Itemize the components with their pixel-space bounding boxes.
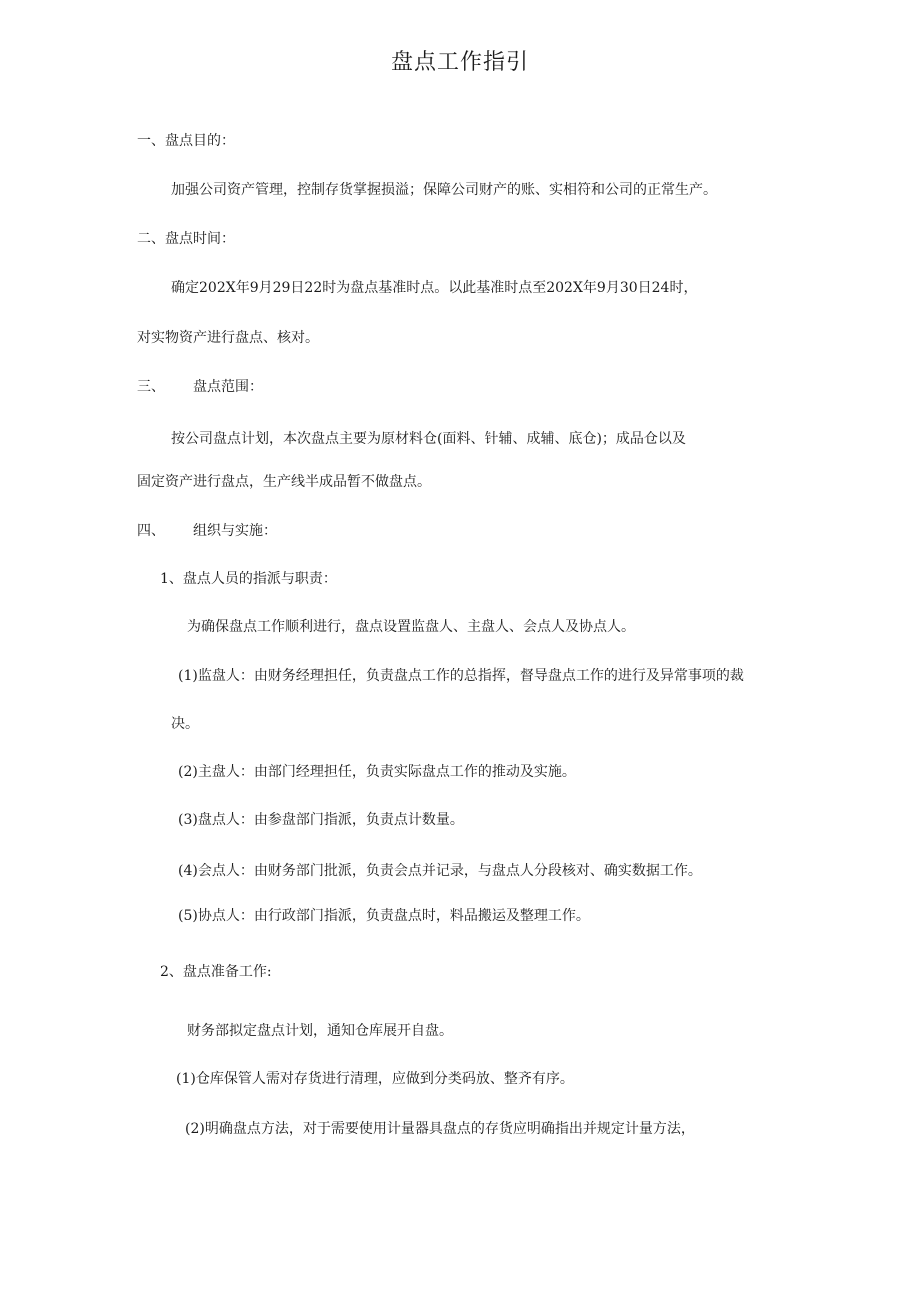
subsection-2-heading: 2、盘点准备工作: bbox=[160, 964, 272, 980]
subsection-1-heading: 1、盘点人员的指派与职责： bbox=[160, 571, 337, 587]
subsection-1-intro: 为确保盘点工作顺利进行，盘点设置监盘人、主盘人、会点人及协点人。 bbox=[187, 619, 635, 635]
list-item-lead: (2)主盘人：由部门经理担任，负责实际盘点工作的推动及实施。 bbox=[178, 764, 576, 780]
section-3-paragraph-line-1: 按公司盘点计划，本次盘点主要为原材料仓(面料、针辅、成辅、底仓)；成品仓以及 bbox=[171, 431, 686, 447]
section-4-heading: 组织与实施： bbox=[193, 523, 277, 539]
list-item-supervisor-line-2: 决。 bbox=[171, 716, 199, 732]
section-2-paragraph-line-2: 对实物资产进行盘点、核对。 bbox=[137, 330, 319, 346]
section-3-number: 三、 bbox=[137, 379, 165, 395]
list-item-supervisor-line-1: (1)监盘人：由财务经理担任，负责盘点工作的总指挥，督导盘点工作的进行及异常事项的裁 bbox=[178, 668, 744, 684]
section-1-heading: 一、盘点目的： bbox=[137, 133, 235, 149]
section-3-heading: 盘点范围： bbox=[193, 379, 263, 395]
section-4-number: 四、 bbox=[137, 523, 165, 539]
list-item-recorder: (4)会点人：由财务部门批派，负责会点并记录，与盘点人分段核对、确实数据工作。 bbox=[178, 863, 702, 879]
list-item-assistant: (5)协点人：由行政部门指派，负责盘点时，料品搬运及整理工作。 bbox=[178, 908, 590, 924]
list-item-method: (2)明确盘点方法，对于需要使用计量器具盘点的存货应明确指出并规定计量方法， bbox=[185, 1121, 695, 1137]
section-4-heading-row bbox=[137, 521, 277, 541]
section-3-paragraph-line-2: 固定资产进行盘点，生产线半成品暂不做盘点。 bbox=[137, 474, 431, 490]
list-item-warehouse: (1)仓库保管人需对存货进行清理，应做到分类码放、整齐有序。 bbox=[176, 1071, 574, 1087]
section-1-paragraph: 加强公司资产管理，控制存货掌握损溢；保障公司财产的账、实相符和公司的正常生产。 bbox=[171, 182, 717, 198]
section-2-heading: 二、盘点时间： bbox=[137, 231, 235, 247]
section-3-heading-row bbox=[137, 377, 263, 397]
list-item-counter: (3)盘点人：由参盘部门指派，负责点计数量。 bbox=[178, 812, 464, 828]
subsection-2-intro: 财务部拟定盘点计划，通知仓库展开自盘。 bbox=[187, 1023, 453, 1039]
page-title: 盘点工作指引 bbox=[390, 50, 529, 75]
section-2-paragraph-line-1: 确定202X年9月29日22时为盘点基准时点。以此基准时点至202X年9月30日24时， bbox=[171, 280, 698, 296]
